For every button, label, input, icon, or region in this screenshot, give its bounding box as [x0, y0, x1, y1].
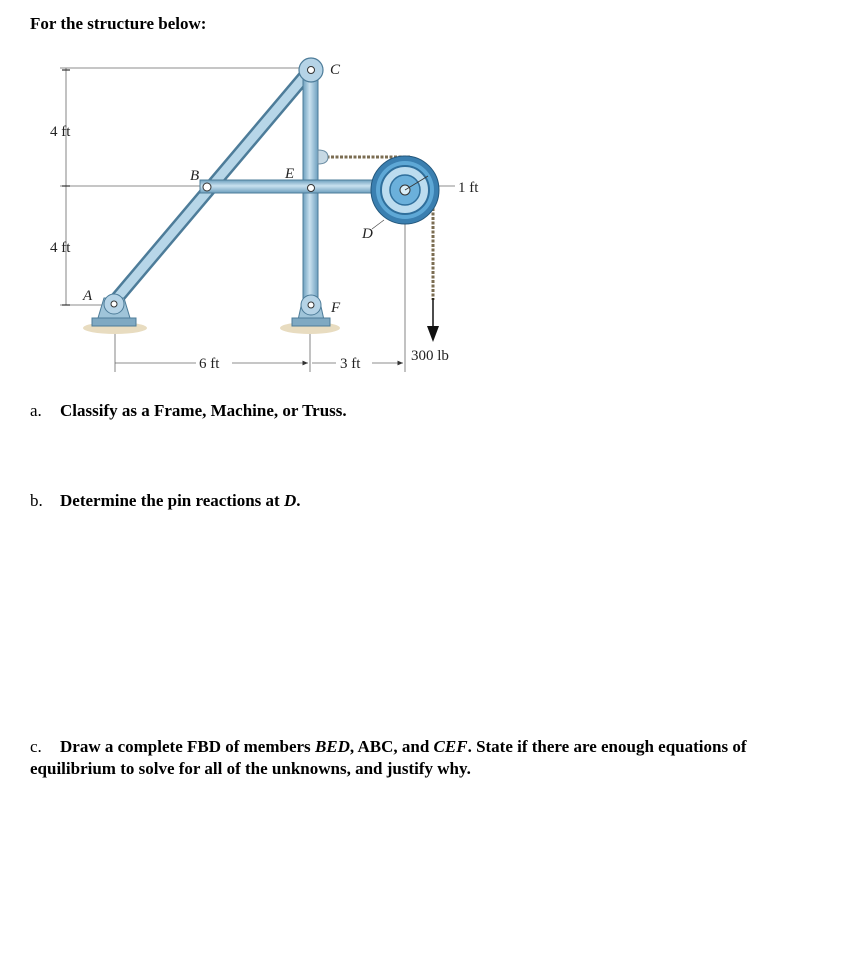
pulley-d	[371, 156, 439, 224]
pin-c	[299, 58, 323, 82]
page-heading: For the structure below:	[30, 14, 207, 33]
question-c-emph-2: CEF	[433, 737, 468, 756]
label-b: B	[190, 168, 200, 184]
label-d: D	[362, 226, 373, 242]
dim-3ft: 3 ft	[340, 356, 361, 372]
structure-figure	[0, 0, 854, 390]
load-arrow	[427, 298, 439, 342]
support-a	[92, 294, 136, 326]
load-label: 300 lb	[411, 348, 449, 364]
label-a: A	[83, 288, 93, 304]
pin-e	[308, 185, 315, 192]
question-b-text: Determine the pin reactions at	[60, 491, 284, 510]
question-c-emph-1: BED	[314, 737, 350, 756]
pin-b	[203, 183, 211, 191]
rope-bracket	[318, 150, 328, 164]
d-leader	[372, 220, 384, 229]
label-f: F	[331, 300, 341, 316]
question-c-label: c.	[30, 737, 42, 756]
dim-upper-4ft: 4 ft	[50, 124, 71, 140]
question-a-label: a.	[30, 401, 42, 420]
question-a	[30, 400, 347, 422]
question-c-text-1: Draw a complete FBD of members	[60, 737, 315, 756]
label-c: C	[330, 62, 341, 78]
question-b-label: b.	[30, 491, 43, 510]
dim-lower-4ft: 4 ft	[50, 240, 71, 256]
question-b	[30, 490, 300, 512]
question-c-text-3: . State if there are enough equations of equilibrium to solve for all of the unknowns, and justify why.	[30, 737, 747, 778]
question-b-emph: D	[283, 491, 297, 510]
question-a-text: Classify as a Frame, Machine, or Truss.	[60, 401, 347, 420]
support-f	[292, 295, 330, 326]
question-c	[30, 736, 790, 780]
question-c-text-2: , ABC, and	[349, 737, 434, 756]
label-e: E	[285, 166, 295, 182]
dim-6ft: 6 ft	[199, 356, 220, 372]
question-b-end: .	[296, 491, 301, 510]
dim-1ft: 1 ft	[458, 180, 479, 196]
